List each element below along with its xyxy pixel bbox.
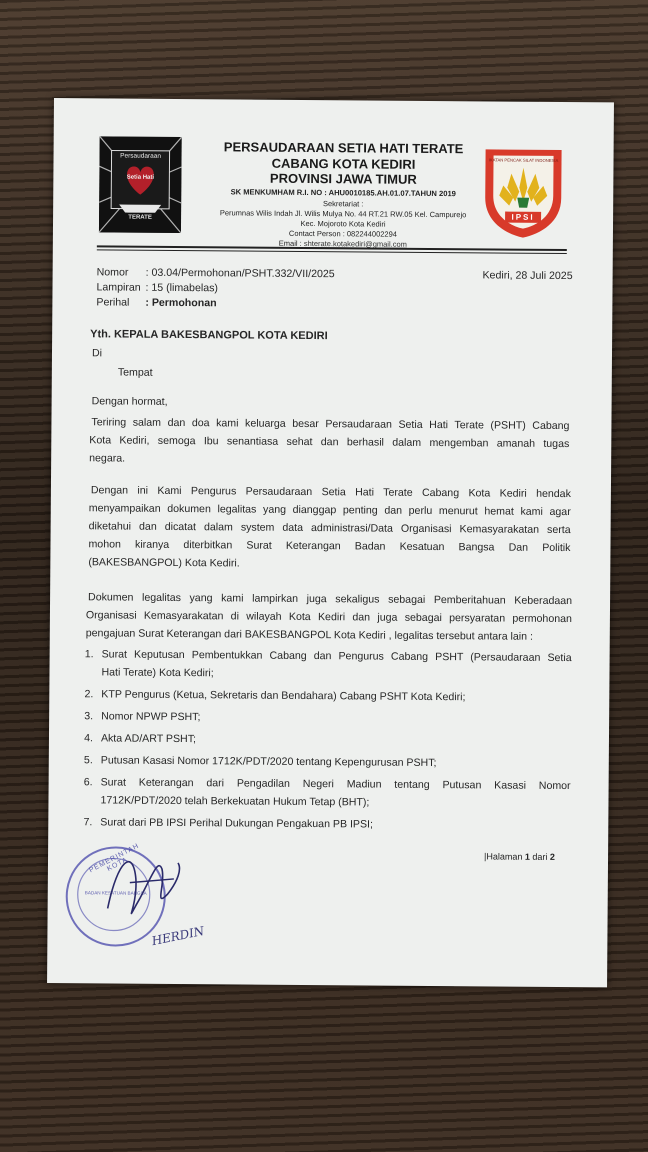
paragraph-1-line: Teriring salam dan doa kami keluarga besar Persaudaraan Setia Hati Terate (PSHT) Cabang <box>91 416 570 433</box>
list-item <box>79 685 579 707</box>
sk-number: SK MENKUMHAM R.I. NO : AHU0010185.AH.01.07.TAHUN 2019 <box>230 187 456 199</box>
psht-logo <box>99 136 182 233</box>
list-item-number: 2. <box>84 688 94 701</box>
page-current: 1 <box>524 851 530 862</box>
list-item-line: Surat Keputusan Pembentukkan Cabang dan Pengurus Cabang PSHT (Persaudaraan Setia <box>101 648 572 665</box>
lampiran-label: Lampiran <box>96 281 141 294</box>
ipsi-logo <box>481 141 566 240</box>
paragraph-2-line: mohon kiranya diterbitkan Surat Keterangan Badan Kesatuan Bangsa Dan Politik <box>88 538 571 555</box>
list-item-number: 3. <box>84 710 94 723</box>
list-item-line: 1712K/PDT/2020 telah Berkekuatan Hukum Tetap (BHT); <box>100 794 370 809</box>
place-date: Kediri, 28 Juli 2025 <box>482 269 573 283</box>
legal-docs-list <box>78 645 579 835</box>
paragraph-2-line: Dengan ini Kami Pengurus Persaudaraan Setia Hati Terate Cabang Kota Kediri hendak <box>90 484 571 501</box>
contact-person: Contact Person : 082244002294 <box>288 228 397 239</box>
list-item-number: 1. <box>84 648 94 661</box>
address-line-1: Perumnas Wilis Indah Jl. Wilis Mulya No. 44 RT.21 RW.05 Kel. Campurejo <box>219 208 467 220</box>
paragraph-2-line: diketahui dan dicatat dalam system data administrasi/Data Organisasi Kemasyarakatan serta <box>88 520 571 537</box>
salutation: Dengan hormat, <box>91 395 168 408</box>
list-item <box>78 773 578 813</box>
paragraph-2 <box>88 481 571 575</box>
list-item-line: Surat Keterangan dari Pengadilan Negeri Madiun tentang Putusan Kasasi Nomor <box>100 776 571 793</box>
paragraph-2-line: (BAKESBANGPOL) Kota Kediri. <box>88 556 240 570</box>
list-item <box>79 707 579 729</box>
list-item-text: Putusan Kasasi Nomor 1712K/PDT/2020 tentang Kepengurusan PSHT; <box>100 754 437 770</box>
email-label: Email : <box>278 238 302 248</box>
paragraph-3-line: pengajuan Surat Keterangan dari BAKESBANGPOL Kota Kediri , legalitas tersebut antara lain : <box>85 627 534 643</box>
list-item-text: Akta AD/ART PSHT; <box>100 732 197 746</box>
nomor-label: Nomor <box>96 266 129 279</box>
stamp-inner-text: BADAN KESATUAN BANGSA <box>84 890 147 896</box>
email-link[interactable]: shterate.kotakediri@gmail.com <box>303 238 407 249</box>
paragraph-1-line: Kota Kediri, semoga Ibu senantiasa sehat dan berhasil dalam mengemban amanah tugas <box>89 434 570 451</box>
psht-logo-text-mid: Setia Hati <box>126 174 155 181</box>
list-item <box>78 813 578 835</box>
list-item-number: 5. <box>83 754 93 767</box>
nomor-value: : 03.04/Permohonan/PSHT.332/VII/2025 <box>145 266 335 281</box>
list-item-text: Nomor NPWP PSHT; <box>101 710 201 724</box>
list-item-text: KTP Pengurus (Ketua, Sekretaris dan Bendahara) Cabang PSHT Kota Kediri; <box>101 688 466 704</box>
secretariat-label: Sekretariat : <box>322 199 364 209</box>
recipient-tempat: Tempat <box>117 366 153 379</box>
list-item-number: 7. <box>83 816 93 829</box>
list-item <box>79 729 579 751</box>
psht-logo-text-top: Persaudaraan <box>120 152 161 160</box>
stamp-ring-text: PEMERINTAH KOTA <box>88 842 141 875</box>
page-number <box>484 851 555 862</box>
paragraph-1 <box>89 413 569 471</box>
psht-logo-text-bottom: TERATE <box>128 214 152 221</box>
letter-page <box>47 98 614 987</box>
list-item <box>79 645 579 685</box>
paragraph-3 <box>86 588 572 646</box>
paragraph-2-line: menyampaikan dokumen legalitas yang dianggap penting dan perlu menurut hemat kami agar <box>88 502 571 519</box>
ipsi-ring-text: IKATAN PENCAK SILAT INDONESIA <box>488 157 559 163</box>
address-line-2: Kec. Mojoroto Kota Kediri <box>300 218 386 229</box>
perihal-label: Perihal <box>96 296 130 309</box>
recipient: Yth. KEPALA BAKESBANGPOL KOTA KEDIRI <box>90 328 328 343</box>
list-item <box>79 751 579 773</box>
list-item-number: 4. <box>84 732 94 745</box>
province-name: PROVINSI JAWA TIMUR <box>269 170 417 187</box>
list-item-text: Surat dari PB IPSI Perihal Dukungan Pengakuan PB IPSI; <box>100 816 374 831</box>
page-total: 2 <box>549 851 556 862</box>
list-item-text <box>101 645 571 685</box>
lampiran-value: : 15 (limabelas) <box>145 281 218 295</box>
paragraph-3-line: Dokumen legalitas yang kami lampirkan juga sekaligus sebagai Pemberitahuan Keberadaan <box>88 591 573 608</box>
list-item-text <box>100 773 570 813</box>
branch-name: CABANG KOTA KEDIRI <box>271 155 416 172</box>
ipsi-logo-text: IPSI <box>511 212 535 222</box>
paragraph-1-line: negara. <box>89 452 126 465</box>
page-mid: dari <box>529 851 550 862</box>
list-item-number: 6. <box>83 776 93 789</box>
list-item-line: Hati Terate) Kota Kediri; <box>101 666 214 680</box>
perihal-value: : Permohonan <box>145 296 217 310</box>
paragraph-3-line: Organisasi Kemasyarakatan di wilayah Kota Kediri dan juga sebagai persyaratan permohonan <box>85 609 572 626</box>
handwritten-name: HERDIN <box>150 923 206 949</box>
page-prefix: |Halaman <box>484 851 525 862</box>
signature <box>77 838 228 949</box>
org-name: PERSAUDARAAN SETIA HATI TERATE <box>223 139 464 157</box>
recipient-di: Di <box>91 347 103 360</box>
